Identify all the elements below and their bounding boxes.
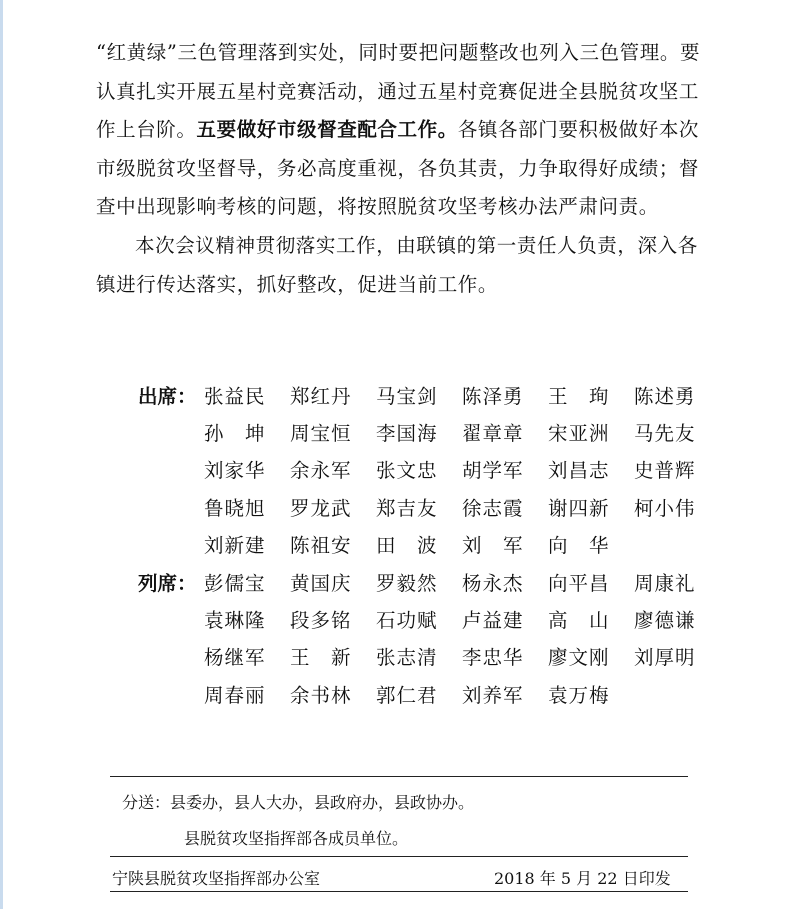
person-name: 周康礼 (634, 571, 696, 595)
person-name: 杨继军 (204, 646, 266, 670)
person-name: 刘 军 (462, 533, 524, 557)
person-name: 余永军 (290, 459, 352, 483)
person-name: 郑红丹 (290, 384, 352, 408)
person-name: 袁琳隆 (204, 608, 266, 632)
observers-row (138, 563, 720, 600)
person-name: 胡学军 (462, 459, 524, 483)
person-name: 马宝剑 (376, 384, 438, 408)
person-name: 廖德谦 (634, 608, 696, 632)
person-name: 马先友 (634, 421, 696, 445)
person-name: 王 珣 (548, 384, 610, 408)
person-name: 王 新 (290, 646, 352, 670)
issuing-office: 宁陕县脱贫攻坚指挥部办公室 (112, 869, 321, 888)
person-name: 周宝恒 (290, 421, 352, 445)
person-name: 彭儒宝 (204, 571, 266, 595)
attendees-row (138, 488, 720, 525)
person-name: 周春丽 (204, 683, 266, 707)
paragraph-1-text-cont: 各镇各部门要积极做好本次市级脱贫攻坚督导，务必高度重视，各负其责，力争取得好成绩；督查中出现影响考核的问题，将按照脱贫攻坚考核办法严肃问责。 (96, 118, 700, 219)
person-name: 杨永杰 (462, 571, 524, 595)
issue-date: 2018 年 5 月 22 日印发 (494, 869, 671, 888)
body-text (96, 34, 716, 304)
person-name: 陈述勇 (634, 384, 696, 408)
person-name: 郑吉友 (376, 496, 438, 520)
person-name: 向平昌 (548, 571, 610, 595)
attendees-row (138, 413, 720, 450)
observers-block (138, 563, 720, 712)
person-name: 李国海 (376, 421, 438, 445)
person-name: 陈祖安 (290, 533, 352, 557)
person-name: 陈泽勇 (462, 384, 524, 408)
person-name: 廖文刚 (548, 646, 610, 670)
person-name: 史普辉 (634, 459, 696, 483)
left-margin-rule (0, 0, 3, 909)
attendees-row (138, 451, 720, 488)
person-name: 刘家华 (204, 459, 266, 483)
person-name: 田 波 (376, 533, 438, 557)
person-name: 刘新建 (204, 533, 266, 557)
distribution-line-1: 分送：县委办，县人大办，县政府办，县政协办。 (122, 793, 475, 812)
person-name: 卢益建 (462, 608, 524, 632)
observers-label: 列席： (138, 571, 197, 595)
person-name: 张文忠 (376, 459, 438, 483)
attendees-row (138, 525, 720, 562)
distribution-line-2: 县脱贫攻坚指挥部各成员单位。 (184, 829, 409, 848)
person-name: 袁万梅 (548, 683, 610, 707)
person-name: 罗龙武 (290, 496, 352, 520)
paragraph-1-text: “红黄绿”三色管理落到实处，同时要把问题整改也列入三色管理。要认真扎实开展五星村竞赛活动，通过五星村竞赛促进全县脱贫攻坚工作上台阶。 (96, 41, 701, 142)
footer-middle-rule (110, 856, 688, 857)
person-name: 黄国庆 (290, 571, 352, 595)
paragraph-1 (96, 34, 716, 227)
person-name: 刘昌志 (548, 459, 610, 483)
observers-row (138, 638, 720, 675)
person-name: 鲁晓旭 (204, 496, 266, 520)
person-name: 罗毅然 (376, 571, 438, 595)
person-name: 石功赋 (376, 608, 438, 632)
footer-top-rule (110, 776, 688, 777)
attendees-row (138, 376, 720, 413)
person-name: 刘厚明 (634, 646, 696, 670)
person-name: 谢四新 (548, 496, 610, 520)
person-name: 翟章章 (462, 421, 524, 445)
footer-bottom-rule (110, 891, 688, 892)
observers-row (138, 600, 720, 637)
person-name: 李忠华 (462, 646, 524, 670)
person-name: 张志清 (376, 646, 438, 670)
person-name: 刘养军 (462, 683, 524, 707)
paragraph-1-bold-heading: 五要做好市级督查配合工作。 (196, 118, 458, 142)
person-name: 孙 坤 (204, 421, 266, 445)
person-name: 郭仁君 (376, 683, 438, 707)
paragraph-2: 本次会议精神贯彻落实工作，由联镇的第一责任人负责，深入各镇进行传达落实，抓好整改，促进当前工作。 (96, 233, 698, 296)
attendees-block (138, 376, 720, 562)
person-name: 徐志霞 (462, 496, 524, 520)
observers-row (138, 675, 720, 712)
person-name: 高 山 (548, 608, 610, 632)
person-name: 张益民 (204, 384, 266, 408)
person-name: 宋亚洲 (548, 421, 610, 445)
person-name: 向 华 (548, 533, 610, 557)
person-name: 余书林 (290, 683, 352, 707)
person-name: 段多铭 (290, 608, 352, 632)
attendees-label: 出席： (138, 384, 197, 408)
person-name: 柯小伟 (634, 496, 696, 520)
